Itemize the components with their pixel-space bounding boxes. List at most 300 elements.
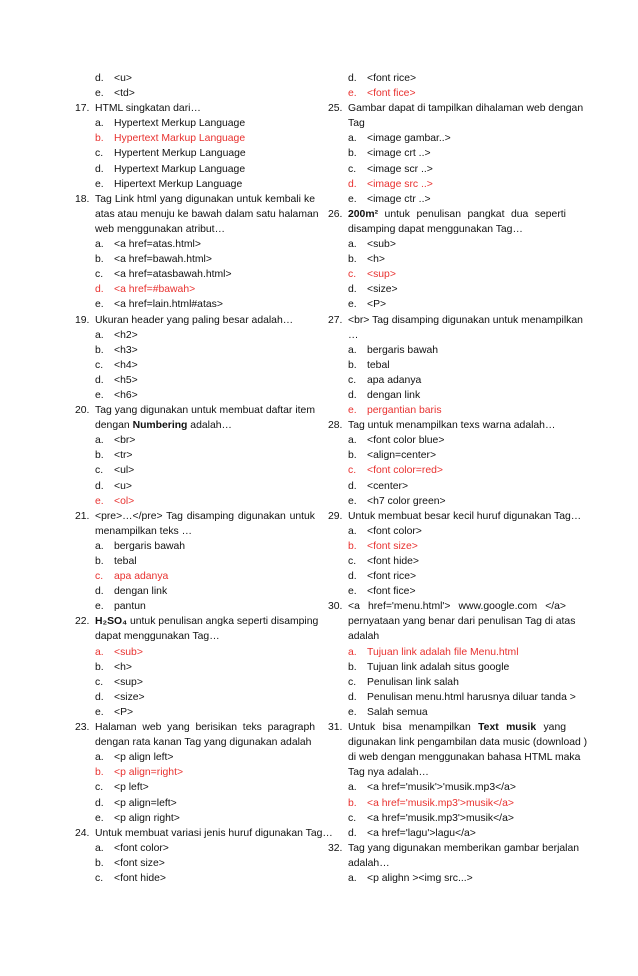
answer-option	[328, 584, 566, 599]
option-text: apa adanya	[114, 571, 169, 583]
question-line	[75, 313, 315, 328]
option-letter: a.	[95, 752, 104, 764]
option-letter: d.	[348, 480, 357, 492]
answer-option	[328, 388, 566, 403]
text-fragment: yang	[536, 722, 567, 734]
option-text: tebal	[114, 556, 137, 567]
answer-option	[75, 780, 315, 795]
answer-option	[75, 267, 315, 282]
option-letter: b.	[95, 857, 104, 869]
answer-option	[75, 343, 315, 358]
option-letter: b.	[95, 133, 104, 145]
question-text-continued	[328, 116, 566, 131]
option-text: <size>	[367, 284, 398, 296]
question-text	[348, 207, 566, 222]
text-fragment: Tag	[348, 118, 365, 130]
question-number: 24.	[75, 827, 90, 839]
option-text: <br>	[114, 435, 136, 447]
option-letter: d.	[95, 797, 104, 809]
answer-option-correct	[328, 403, 566, 418]
bold-text: Text musik	[478, 722, 537, 734]
option-text: <sup>	[114, 676, 143, 688]
option-letter: c.	[95, 571, 104, 583]
question-number: 30.	[328, 601, 343, 613]
answer-option-correct	[75, 569, 315, 584]
answer-option	[328, 871, 566, 886]
answer-option	[328, 780, 566, 795]
option-letter: a.	[95, 329, 104, 341]
option-text: <h2>	[114, 329, 138, 341]
text-fragment: Tag Link html yang digunakan untuk kembali ke	[95, 193, 315, 205]
answer-option	[75, 690, 315, 705]
option-text: bergaris bawah	[114, 540, 186, 552]
question-text-continued	[75, 735, 315, 750]
text-fragment: pernyataan yang benar dari penulisan Tag di atas	[348, 616, 576, 628]
text-fragment: Tag yang digunakan memberikan gambar berjalan	[348, 842, 580, 854]
option-text: Hypertext Markup Language	[114, 133, 246, 145]
option-letter: e.	[95, 812, 104, 824]
question-text	[95, 403, 315, 418]
option-text: <font rice>	[367, 73, 417, 84]
question-text-continued	[75, 207, 319, 222]
answer-option	[75, 448, 315, 463]
answer-option-correct	[75, 494, 315, 509]
question-text	[348, 418, 566, 433]
option-text: <font fice>	[367, 586, 416, 598]
option-letter: c.	[95, 782, 104, 794]
option-letter: b.	[95, 767, 104, 779]
option-text: Hypertext Merkup Language	[114, 118, 246, 130]
option-text: <image scr ..>	[367, 163, 433, 175]
option-letter: c.	[348, 374, 357, 386]
option-text: <font color=red>	[367, 465, 443, 477]
answer-option	[75, 660, 315, 675]
option-letter: b.	[95, 254, 104, 266]
answer-option-correct	[75, 131, 315, 146]
option-letter: a.	[348, 239, 357, 251]
option-letter: d.	[348, 389, 357, 401]
option-text: <font size>	[114, 857, 165, 869]
question-line	[75, 403, 315, 418]
option-letter: b.	[348, 148, 357, 160]
answer-option	[75, 599, 315, 614]
option-letter: a.	[348, 782, 357, 794]
text-fragment: untuk penulisan angka seperti disamping	[127, 616, 319, 628]
option-letter: e.	[95, 495, 104, 507]
answer-option-correct	[75, 645, 315, 660]
answer-option-correct	[328, 267, 566, 282]
answer-option	[75, 358, 315, 373]
answer-option	[75, 86, 315, 101]
option-letter: d.	[348, 178, 357, 190]
text-fragment: dapat menggunakan Tag…	[95, 631, 220, 643]
option-letter: e.	[348, 88, 357, 100]
option-text: <image crt ..>	[367, 148, 431, 160]
question-number: 28.	[328, 420, 343, 432]
option-letter: c.	[348, 676, 357, 688]
answer-option	[328, 162, 566, 177]
option-text: <sub>	[367, 239, 396, 251]
option-text: <a href=atas.html>	[114, 239, 201, 251]
answer-option-correct	[328, 645, 566, 660]
option-text: <font color blue>	[367, 435, 445, 447]
answer-option	[328, 131, 566, 146]
answer-option	[75, 252, 315, 267]
option-letter: c.	[348, 163, 357, 175]
option-text: Penulisan link salah	[367, 676, 459, 688]
question-number: 19.	[75, 314, 90, 326]
option-text: Hipertext Merkup Language	[114, 178, 243, 190]
answer-option	[75, 162, 315, 177]
text-fragment: atas atau menuju ke bawah dalam satu halaman	[95, 208, 319, 220]
answer-option	[328, 826, 566, 841]
option-text: Tujuan link adalah file Menu.html	[367, 646, 519, 658]
option-letter: d.	[95, 691, 104, 703]
answer-option	[328, 554, 566, 569]
question-text	[95, 614, 318, 629]
question-text-continued	[328, 750, 581, 765]
option-text: <align=center>	[367, 450, 437, 462]
text-fragment: Ukuran header yang paling besar adalah…	[95, 314, 294, 326]
answer-option	[328, 433, 566, 448]
option-letter: d.	[95, 163, 104, 175]
option-letter: e.	[348, 586, 357, 598]
option-text: <a href='musik.mp3'>musik</a>	[367, 797, 514, 809]
option-letter: d.	[95, 374, 104, 386]
text-fragment: adalah	[348, 631, 380, 643]
answer-option	[328, 297, 566, 312]
option-letter: d.	[348, 827, 357, 839]
option-text: <u>	[114, 73, 132, 84]
answer-option	[75, 297, 315, 312]
answer-option	[328, 479, 566, 494]
text-fragment: disamping dapat menggunakan Tag…	[348, 223, 523, 235]
option-text: <image gambar..>	[367, 133, 451, 145]
option-letter: e.	[348, 193, 357, 205]
option-letter: b.	[95, 344, 104, 356]
answer-option	[328, 705, 566, 720]
answer-option	[328, 343, 566, 358]
answer-option-correct	[328, 86, 566, 101]
question-text-continued	[328, 765, 566, 780]
question-text	[95, 826, 333, 841]
text-fragment: <br> Tag disamping digunakan untuk menampilkan	[348, 314, 583, 326]
right-column	[328, 71, 588, 886]
text-fragment: Untuk bisa menampilkan	[348, 722, 479, 734]
option-letter: a.	[348, 435, 357, 447]
option-text: dengan link	[367, 389, 421, 401]
answer-option	[328, 569, 566, 584]
answer-option	[75, 373, 315, 388]
answer-option-correct	[328, 463, 566, 478]
question-line	[75, 192, 315, 207]
option-text: <center>	[367, 480, 409, 492]
question-line	[75, 720, 315, 735]
text-fragment: untuk penulisan pangkat dua seperti	[378, 208, 566, 220]
option-text: <a href=#bawah>	[114, 284, 196, 296]
answer-option	[75, 328, 315, 343]
question-line	[328, 509, 582, 524]
question-text	[348, 720, 566, 735]
answer-option	[328, 524, 566, 539]
answer-option-correct	[328, 796, 566, 811]
option-text: Salah semua	[367, 706, 428, 718]
question-line	[328, 841, 580, 856]
text-fragment: Tag yang digunakan untuk membuat daftar item	[95, 405, 315, 417]
option-letter: b.	[95, 556, 104, 567]
text-fragment: Untuk membuat besar kecil huruf digunakan Tag…	[348, 510, 582, 522]
option-text: <ol>	[114, 495, 135, 507]
answer-option	[75, 871, 315, 886]
option-letter: d.	[348, 691, 357, 703]
question-text-continued	[75, 222, 315, 237]
answer-option	[75, 479, 315, 494]
question-line	[328, 418, 566, 433]
option-text: <h7 color green>	[367, 495, 446, 507]
option-text: <h5>	[114, 374, 138, 386]
question-line	[328, 207, 566, 222]
question-text	[348, 313, 583, 328]
option-letter: b.	[348, 359, 357, 371]
answer-option	[328, 494, 566, 509]
question-text-continued	[75, 629, 315, 644]
option-letter: a.	[95, 540, 104, 552]
question-text	[95, 720, 315, 735]
option-text: Hypertent Merkup Language	[114, 148, 246, 160]
option-text: <p align=right>	[114, 767, 184, 779]
answer-option-correct	[328, 177, 566, 192]
question-text	[348, 841, 579, 856]
answer-option	[328, 282, 566, 297]
option-text: <a href=atasbawah.html>	[114, 269, 232, 281]
question-line	[75, 509, 315, 524]
option-letter: b.	[348, 540, 357, 552]
option-letter: a.	[348, 133, 357, 145]
option-text: <h>	[114, 661, 132, 673]
answer-option	[328, 237, 566, 252]
option-text: <size>	[114, 691, 145, 703]
answer-option	[75, 554, 315, 569]
option-letter: e.	[348, 495, 357, 507]
question-line	[75, 614, 319, 629]
option-text: <ul>	[114, 465, 135, 477]
option-text: <h3>	[114, 344, 138, 356]
text-fragment: <pre>…</pre> Tag disamping digunakan untuk	[95, 510, 315, 522]
option-text: <font fice>	[367, 88, 416, 100]
question-text-continued	[328, 222, 566, 237]
option-text: dengan link	[114, 586, 168, 598]
option-letter: a.	[348, 344, 357, 356]
option-letter: e.	[348, 299, 357, 311]
question-number: 29.	[328, 510, 343, 522]
bold-text: 200m²	[348, 208, 379, 220]
option-letter: e.	[95, 601, 104, 613]
option-text: <u>	[114, 480, 132, 492]
option-text: <a href='musik'>'musik.mp3</a>	[367, 782, 516, 794]
option-text: <tr>	[114, 450, 133, 462]
answer-option	[75, 146, 315, 161]
option-text: <P>	[367, 299, 387, 311]
answer-option-correct	[75, 765, 315, 780]
option-text: <h6>	[114, 389, 138, 401]
question-number: 23.	[75, 722, 90, 734]
option-text: <p align right>	[114, 812, 180, 824]
option-text: <sup>	[367, 269, 396, 281]
option-letter: d.	[95, 586, 104, 598]
left-column	[75, 71, 333, 886]
text-fragment: dengan rata kanan Tag yang digunakan adalah	[95, 737, 312, 749]
option-letter: b.	[348, 797, 357, 809]
option-letter: c.	[348, 269, 357, 281]
question-number: 21.	[75, 510, 90, 522]
option-letter: a.	[95, 118, 104, 130]
question-line	[328, 599, 566, 614]
answer-option	[328, 690, 576, 705]
text-fragment: di web dengan menggunakan bahasa HTML maka	[348, 752, 581, 764]
option-text: <a href='musik.mp3'>musik</a>	[367, 812, 514, 824]
option-text: <td>	[114, 88, 135, 100]
option-text: <a href=lain.html#atas>	[114, 299, 223, 311]
question-line	[328, 101, 584, 116]
answer-option	[75, 433, 315, 448]
option-letter: c.	[95, 148, 104, 160]
text-fragment: dengan	[95, 420, 133, 432]
option-letter: b.	[348, 661, 357, 673]
answer-option	[75, 750, 315, 765]
option-text: <p align left>	[114, 752, 174, 764]
answer-option	[75, 116, 315, 131]
option-text: <font rice>	[367, 571, 417, 583]
answer-option	[328, 675, 566, 690]
option-text: apa adanya	[367, 374, 422, 386]
answer-option	[75, 675, 315, 690]
option-text: tebal	[367, 359, 390, 371]
question-text-continued	[328, 735, 588, 750]
option-text: <a href='lagu'>lagu</a>	[367, 827, 476, 839]
answer-option	[75, 71, 315, 86]
option-text: <h4>	[114, 359, 138, 371]
question-text	[348, 599, 566, 614]
question-text-continued	[328, 856, 566, 871]
text-fragment: HTML singkatan dari…	[95, 103, 201, 115]
question-text	[348, 509, 581, 524]
option-letter: b.	[348, 254, 357, 266]
answer-option	[328, 358, 566, 373]
answer-option	[328, 811, 566, 826]
answer-option	[75, 584, 315, 599]
option-text: Hypertext Markup Language	[114, 163, 246, 175]
bold-text: Numbering	[132, 420, 188, 432]
question-number: 22.	[75, 616, 90, 628]
text-fragment: web menggunakan atribut…	[95, 223, 225, 235]
option-letter: c.	[95, 465, 104, 477]
option-text: <p align=left>	[114, 797, 177, 809]
question-number: 20.	[75, 405, 90, 417]
answer-option	[328, 192, 566, 207]
answer-option	[75, 388, 315, 403]
answer-option	[328, 448, 566, 463]
option-text: pantun	[114, 601, 146, 613]
option-text: <a href=bawah.html>	[114, 254, 212, 266]
option-letter: a.	[95, 239, 104, 251]
option-letter: a.	[348, 646, 357, 658]
option-letter: e.	[95, 706, 104, 718]
option-text: Tujuan link adalah situs google	[367, 661, 510, 673]
option-text: <p alighn ><img src...>	[367, 872, 473, 884]
option-letter: d.	[348, 571, 357, 583]
option-letter: b.	[95, 450, 104, 462]
question-line	[75, 101, 315, 116]
option-letter: c.	[348, 812, 357, 824]
question-text	[95, 313, 315, 328]
question-text-continued	[328, 614, 576, 629]
option-letter: d.	[348, 73, 357, 84]
option-letter: d.	[95, 73, 104, 84]
question-text-continued	[328, 629, 566, 644]
question-number: 31.	[328, 722, 343, 734]
option-text: <p left>	[114, 782, 149, 794]
question-text-continued	[75, 418, 315, 433]
question-text	[348, 101, 583, 116]
option-text: <font size>	[367, 540, 418, 552]
option-letter: a.	[348, 872, 357, 884]
question-number: 18.	[75, 193, 90, 205]
question-number: 25.	[328, 103, 343, 115]
question-number: 32.	[328, 842, 343, 854]
text-fragment: adalah…	[187, 420, 232, 432]
answer-option	[75, 841, 315, 856]
option-text: <sub>	[114, 646, 143, 658]
option-letter: e.	[95, 389, 104, 401]
option-text: pergantian baris	[367, 405, 442, 417]
option-letter: d.	[95, 284, 104, 296]
answer-option	[75, 539, 315, 554]
option-text: bergaris bawah	[367, 344, 439, 356]
option-letter: d.	[348, 284, 357, 296]
option-text: <font color>	[114, 842, 169, 854]
answer-option	[328, 71, 566, 86]
text-fragment: adalah…	[348, 857, 390, 869]
question-text-continued	[328, 328, 566, 343]
option-text: Penulisan menu.html harusnya diluar tanda >	[367, 691, 576, 703]
option-letter: c.	[95, 269, 104, 281]
answer-option	[75, 811, 315, 826]
answer-option-correct	[328, 539, 566, 554]
question-number: 26.	[328, 208, 343, 220]
bold-text: H₂SO₄	[95, 616, 128, 628]
text-fragment: digunakan link pengambilan data music (download )	[348, 737, 588, 749]
option-text: <h>	[367, 254, 385, 266]
answer-option	[75, 705, 315, 720]
option-letter: c.	[348, 465, 357, 477]
option-text: <image src ..>	[367, 178, 433, 190]
text-fragment: Tag nya adalah…	[348, 767, 429, 779]
option-letter: e.	[348, 405, 357, 417]
text-fragment: Halaman web yang berisikan teks paragraph	[95, 722, 315, 734]
question-line	[328, 313, 583, 328]
answer-option	[328, 252, 566, 267]
question-text	[95, 509, 315, 524]
answer-option	[75, 177, 315, 192]
answer-option	[75, 463, 315, 478]
answer-option	[328, 146, 566, 161]
option-letter: b.	[348, 450, 357, 462]
option-letter: a.	[95, 435, 104, 447]
answer-option	[328, 373, 566, 388]
text-fragment: Gambar dapat di tampilkan dihalaman web dengan	[348, 103, 584, 115]
text-fragment: menampilkan teks …	[95, 525, 193, 537]
option-text: <P>	[114, 706, 134, 718]
